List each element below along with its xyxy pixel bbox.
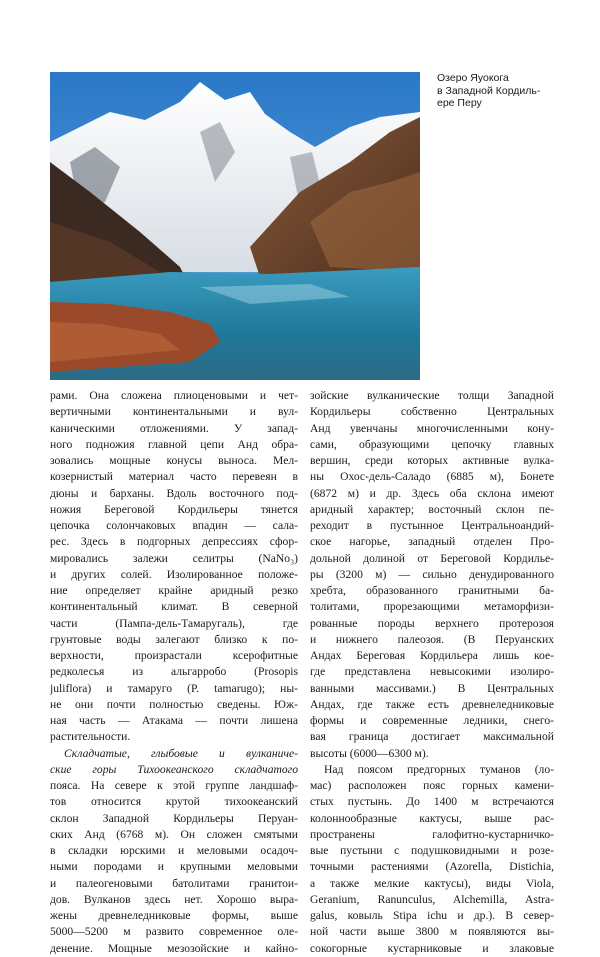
text-line: рами. Она сложена плиоценовыми и чет- <box>50 389 298 402</box>
text-line: где представлена невысокими изолиро- <box>310 665 554 679</box>
mountain-lake-photo <box>50 72 420 380</box>
text-line: колоннообразные кактусы, выше рас- <box>310 811 554 825</box>
text-line: ножия Береговой Кордильеры тянется <box>50 502 298 516</box>
text-line: и палеогеновыми батолитами гранитои- <box>50 876 298 890</box>
text-line: ной части выше 3800 м появляются вы- <box>310 925 554 939</box>
text-line: грунтовые воды залегают близко к по- <box>50 632 298 646</box>
text-line: рованные породы верхнего протерозоя <box>310 616 554 630</box>
text-line: вая граница достигает максимальной <box>310 730 554 744</box>
right-text-column <box>310 388 554 957</box>
text-line: дольной долиной от Береговой Кордилье- <box>310 551 554 565</box>
text-line: ванными массивами.) В Центральных <box>310 681 554 695</box>
text-line: дов. Вулканов здесь нет. Хорошо выра- <box>50 892 298 906</box>
text-line: (6872 м) и др. Здесь оба склона имеют <box>310 486 554 500</box>
text-line: аридный характер; восточный склон пе- <box>310 502 554 516</box>
text-line: дюны и барханы. Вдоль восточного под- <box>50 486 298 500</box>
text-line: редколесья из альгарробо (Prosopis <box>50 665 298 679</box>
text-line: Geranium, Ranunculus, Alchemilla, Astra- <box>310 892 554 906</box>
text-line: Андах, где также есть древнеледниковые <box>310 697 554 711</box>
text-line: континентальный климат. В северной <box>50 600 298 614</box>
text-line: козернистый материал часто перевеян в <box>50 470 298 484</box>
text-line: juliflora) и тамаруго (P. tamarugo); ны- <box>50 681 298 695</box>
text-line: цепочка солончаковых впадин — сала- <box>50 519 298 532</box>
text-line: сами, образующими цепочку главных <box>310 437 554 451</box>
text-line: мас) расположен пояс горных камени- <box>310 779 554 792</box>
photo-illustration <box>50 72 420 380</box>
caption-line: ере Перу <box>437 97 482 109</box>
section-heading-line: ские горы Тихоокеанского складчатого <box>50 762 298 776</box>
text-line: galus, ковыль Stipa ichu и др.). В север- <box>310 909 554 922</box>
text-line: Анд увенчаны многочисленными кону- <box>310 421 554 435</box>
text-line: точными растениями (Azorella, Distichia, <box>310 860 554 874</box>
caption-line: Озеро Яуокога <box>437 72 509 84</box>
text-line: сокогорные кустарниковые и злаковые <box>310 941 554 955</box>
text-line: пространены галофитно-кустарничко- <box>310 827 554 841</box>
text-line: стых пустынь. До 1400 м встречаются <box>310 795 554 809</box>
text-line: каническими отложениями. У запад- <box>50 421 298 435</box>
text-line: хребта, образованного гранитными ба- <box>310 584 554 597</box>
photo-caption <box>437 72 567 110</box>
text-line: пояса. На севере к этой группе ландшаф- <box>50 779 298 792</box>
text-line: формы и современные ледники, снего- <box>310 714 554 727</box>
text-line: и нижнего палеозоя. (В Перуанских <box>310 632 554 646</box>
text-line: склон Западной Кордильеры Перуан- <box>50 811 298 825</box>
text-line: вые пустыни с подушковидными и розе- <box>310 844 554 857</box>
text-line: ного подножия главной цепи Анд обра- <box>50 437 298 451</box>
text-line: ры (3200 м) — сильно денудированного <box>310 567 554 581</box>
text-line: толитами, прорезающими метаморфизи- <box>310 600 554 614</box>
text-line: жены древнеледниковые формы, выше <box>50 909 298 922</box>
text-line: ских Анд (6768 м). Он сложен смятыми <box>50 827 298 841</box>
text-line: вертичными континентальными и вул- <box>50 405 298 419</box>
text-line: верхности, произрастали ксерофитные <box>50 649 298 662</box>
text-line: тов относится крутой тихоокеанский <box>50 795 298 809</box>
text-line: ние определяет крайне аридный резко <box>50 584 298 597</box>
text-line: части (Пампа-дель-Тамаругаль), где <box>50 616 298 630</box>
text-line: мировались залежи селитры (NaNo₃) <box>50 551 298 565</box>
text-line: Кордильеры собственно Центральных <box>310 405 554 419</box>
text-line: и других солей. Изолированное положе- <box>50 567 298 581</box>
text-line: ными породами и крупными меловыми <box>50 860 298 874</box>
text-line: а также мелкие кактусы), виды Viola, <box>310 876 554 890</box>
text-line: зовались мощные конусы выноса. Мел- <box>50 454 298 467</box>
text-line: реходит в пустынное Центральноандий- <box>310 519 554 532</box>
text-line: ны Охос-дель-Саладо (6885 м), Бонете <box>310 470 554 484</box>
left-text-column <box>50 388 298 957</box>
text-line: в складки юрскими и меловыми осадоч- <box>50 844 298 857</box>
section-heading-line: Складчатые, глыбовые и вулканиче- <box>64 746 298 760</box>
text-line: рес. Здесь в подгорных депрессиях сфор- <box>50 535 298 549</box>
text-line: растительности. <box>50 730 131 744</box>
text-line: ское нагорье, западный отделен Про- <box>310 535 554 549</box>
text-line: зойские вулканические толщи Западной <box>310 389 554 402</box>
text-line: денение. Мощные мезозойские и кайно- <box>50 941 298 955</box>
caption-line: в Западной Кордиль- <box>437 84 541 97</box>
text-line: не они почти полностью сведены. Юж- <box>50 697 298 711</box>
text-line: ная часть — Атакама — почти лишена <box>50 714 298 727</box>
text-line: 5000—5200 м развито современное оле- <box>50 925 298 939</box>
text-line: вершин, среди которых активные вулка- <box>310 454 554 467</box>
text-line: Над поясом предгорных туманов (ло- <box>324 762 554 776</box>
text-line: Андах Береговая Кордильера лишь кое- <box>310 649 554 662</box>
text-line: высоты (6000—6300 м). <box>310 746 429 760</box>
